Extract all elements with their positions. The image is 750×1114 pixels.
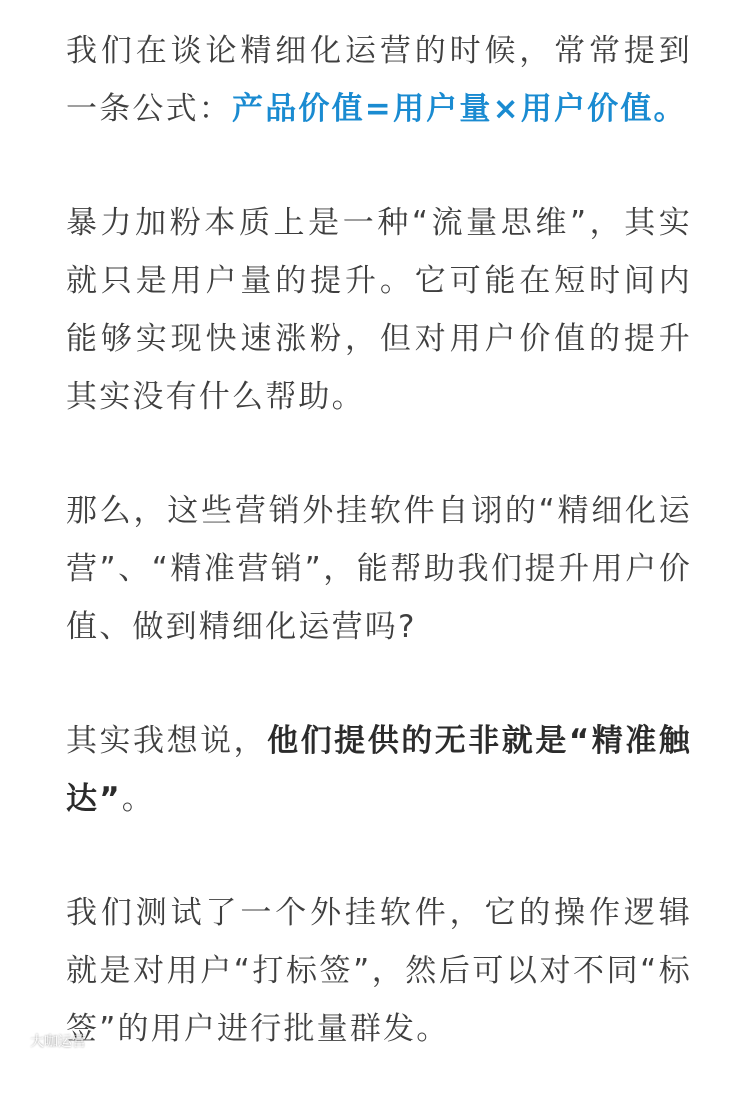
paragraph-5-text: 我们测试了一个外挂软件，它的操作逻辑就是对用户“打标签”，然后可以对不同“标签”的用户进行批量群发。 xyxy=(66,895,692,1047)
paragraph-4-text: 其实我想说， xyxy=(66,723,268,759)
watermark-text: 大咖运营 xyxy=(30,1034,86,1050)
paragraph-3-text: 那么，这些营销外挂软件自诩的“精细化运营”、“精准营销”，能帮助我们提升用户价值、做到精细化运营吗? xyxy=(66,493,692,645)
watermark xyxy=(6,1031,86,1051)
paragraph-1 xyxy=(66,22,692,138)
paragraph-2-text: 暴力加粉本质上是一种“流量思维”，其实就只是用户量的提升。它可能在短时间内能够实现快速涨粉，但对用户价值的提升其实没有什么帮助。 xyxy=(66,205,692,415)
paragraph-5 xyxy=(66,884,692,1058)
paragraph-4-end: 。 xyxy=(121,781,155,817)
paragraph-3 xyxy=(66,482,692,656)
precise-reach-bold: 他们提供的无非就是“精准触达” xyxy=(66,723,692,817)
brand-logo-icon xyxy=(6,1032,24,1050)
paragraph-1-text: 我们在谈论精细化运营的时候，常常提到一条公式： xyxy=(66,33,692,127)
article-body xyxy=(66,22,692,1114)
paragraph-2 xyxy=(66,194,692,426)
formula-highlight: 产品价值=用户量×用户价值。 xyxy=(232,91,687,127)
paragraph-4 xyxy=(66,712,692,828)
